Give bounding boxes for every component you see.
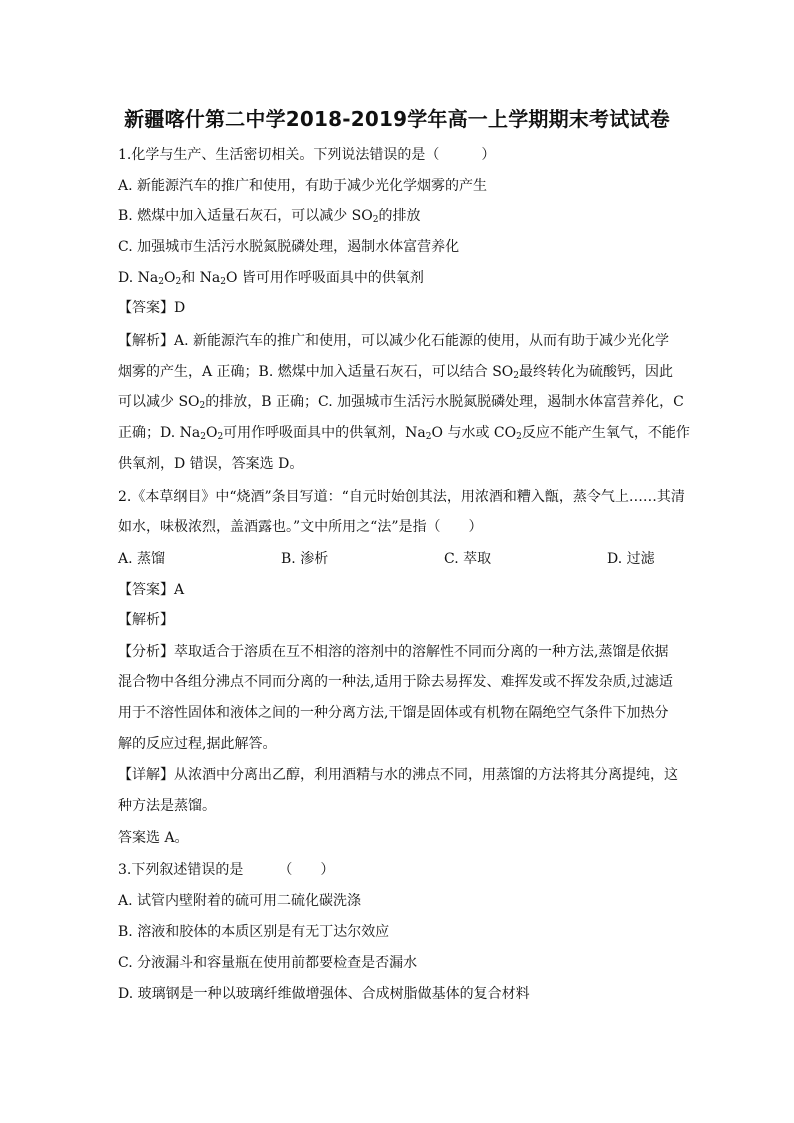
exam-title: 新疆喀什第二中学2018-2019学年高一上学期期末考试试卷 xyxy=(124,107,670,131)
q2-detail-line: 种方法是蒸馏。 xyxy=(118,798,216,814)
q1-explanation-line: 可以减少 $SO_2$的排放，B 正确；C. 加强城市生活污水脱氮脱磷处理，遏制水体富营养化，C xyxy=(118,394,684,411)
q2-detail-line: 【详解】从浓酒中分离出乙醇，利用酒精与水的沸点不同，用蒸馏的方法将其分离提纯，这 xyxy=(118,767,678,783)
q1-explanation-line: 烟雾的产生，A 正确；B. 燃煤中加入适量石灰石，可以结合 $SO_2$最终转化为硫酸钙，因此 xyxy=(118,364,674,381)
q1-option-d: D. $Na_2O_2$和 $Na_2O$ 皆可用作呼吸面具中的供氧剂 xyxy=(118,270,424,287)
q2-option-a: A. 蒸馏 xyxy=(118,551,166,567)
q3-stem: 3.下列叙述错误的是 （ ） xyxy=(118,862,335,878)
q3-option-b: B. 溶液和胶体的本质区别是有无丁达尔效应 xyxy=(118,924,390,940)
q2-stem-line: 2.《本草纲目》中“烧酒”条目写道：“自元时始创其法，用浓酒和糟入甑，蒸令气上……其清 xyxy=(118,489,685,505)
q1-explanation-line: 供氧剂，D 错误，答案选 D。 xyxy=(118,456,304,472)
q2-option-c: C. 萃取 xyxy=(444,551,492,567)
q1-explanation-line: 【解析】A. 新能源汽车的推广和使用，可以减少化石能源的使用，从而有助于减少光化学 xyxy=(118,333,670,349)
q1-answer: 【答案】D xyxy=(118,300,186,316)
q2-stem-line: 如水，味极浓烈，盖酒露也。”文中所用之“法”是指（ ） xyxy=(118,519,483,535)
q1-option-c: C. 加强城市生活污水脱氮脱磷处理，遏制水体富营养化 xyxy=(118,239,460,255)
q1-explanation-line: 正确；D. $Na_2O_2$可用作呼吸面具中的供氧剂，$Na_2O$ 与水或 $CO_2$反应不能产生氧气，不能作 xyxy=(118,425,690,442)
q2-analysis-line: 【分析】萃取适合于溶质在互不相溶的溶剂中的溶解性不同而分离的一种方法,蒸馏是依据 xyxy=(118,644,669,660)
q2-analysis-line: 混合物中各组分沸点不同而分离的一种法,适用于除去易挥发、难挥发或不挥发杂质,过滤适 xyxy=(118,674,673,690)
q2-analysis-line: 解的反应过程,据此解答。 xyxy=(118,736,277,752)
q3-option-c: C. 分液漏斗和容量瓶在使用前都要检查是否漏水 xyxy=(118,955,418,971)
q1-option-a: A. 新能源汽车的推广和使用，有助于减少光化学烟雾的产生 xyxy=(118,178,488,194)
q2-conclusion: 答案选 A。 xyxy=(118,830,189,846)
q1-stem: 1.化学与生产、生活密切相关。下列说法错误的是（ ） xyxy=(118,147,496,163)
q2-answer: 【答案】A xyxy=(118,582,185,598)
q3-option-a: A. 试管内壁附着的硫可用二硫化碳洗涤 xyxy=(118,893,362,909)
q1-option-b: B. 燃煤中加入适量石灰石，可以减少 $SO_2$的排放 xyxy=(118,208,421,225)
q2-option-b: B. 渗析 xyxy=(281,551,329,567)
q2-analysis-line: 用于不溶性固体和液体之间的一种分离方法,干馏是固体或有机物在隔绝空气条件下加热分 xyxy=(118,705,669,721)
q3-option-d: D. 玻璃钢是一种以玻璃纤维做增强体、合成树脂做基体的复合材料 xyxy=(118,986,530,1002)
q2-explanation-heading: 【解析】 xyxy=(118,612,174,628)
q2-option-d: D. 过滤 xyxy=(607,551,655,567)
